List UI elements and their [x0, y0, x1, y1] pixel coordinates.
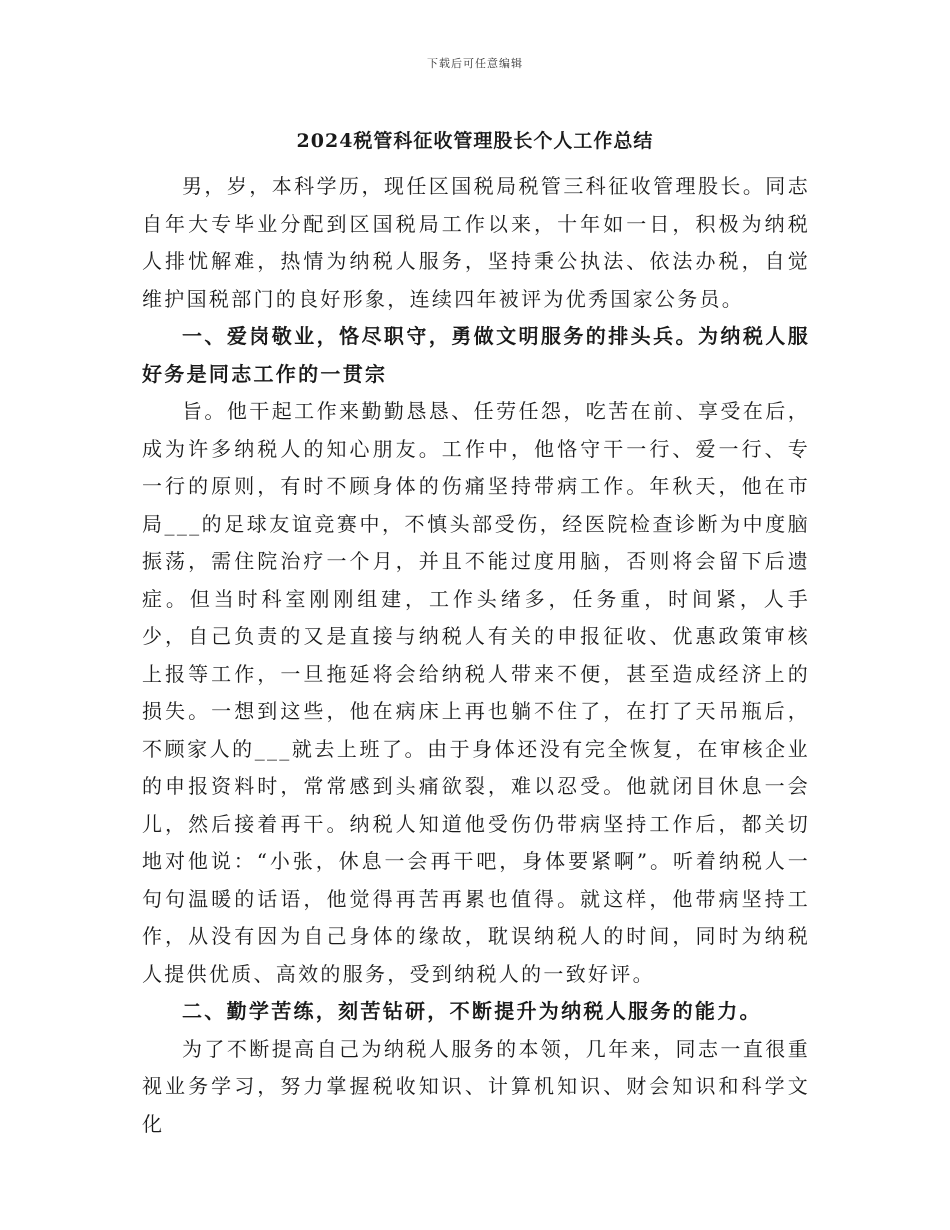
header-note: 下载后可任意编辑 — [427, 57, 523, 70]
section-heading-2: 二、勤学苦练，刻苦钻研，不断提升为纳税人服务的能力。 — [182, 999, 762, 1023]
document-title: 2024税管科征收管理股长个人工作总结 — [296, 130, 654, 152]
section-2-paragraph: 为了不断提高自己为纳税人服务的本领，几年来，同志一直很重视业务学习，努力掌握税收知识、计算机知识、财会知识和科学文化 — [142, 1036, 810, 1136]
intro-paragraph: 男，岁，本科学历，现任区国税局税管三科征收管理股长。同志自年大专毕业分配到区国税局工作以来，十年如一日，积极为纳税人排忧解难，热情为纳税人服务，坚持秉公执法、依法办税，自觉维护国税部门的良好形象，连续四年被评为优秀国家公务员。 — [142, 174, 810, 311]
document-body — [142, 168, 810, 1143]
section-1-paragraph: 旨。他干起工作来勤勤恳恳、任劳任怨，吃苦在前、享受在后，成为许多纳税人的知心朋友。工作中，他恪守干一行、爱一行、专一行的原则，有时不顾身体的伤痛坚持带病工作。年秋天，他在市局___的足球友谊竞赛中，不慎头部受伤，经医院检查诊断为中度脑振荡，需住院治疗一个月，并且不能过度用脑，否则将会留下后遗症。但当时科室刚刚组建，工作头绪多，任务重，时间紧，人手少，自己负责的又是直接与纳税人有关的申报征收、优惠政策审核上报等工作，一旦拖延将会给纳税人带来不便，甚至造成经济上的损失。一想到这些，他在病床上再也躺不住了，在打了天吊瓶后，不顾家人的___就去上班了。由于身体还没有完全恢复，在审核企业的申报资料时，常常感到头痛欲裂，难以忍受。他就闭目休息一会儿，然后接着再干。纳税人知道他受伤仍带病坚持工作后，都关切地对他说：“小张，休息一会再干吧，身体要紧啊”。听着纳税人一句句温暖的话语，他觉得再苦再累也值得。就这样，他带病坚持工作，从没有因为自己身体的缘故，耽误纳税人的时间，同时为纳税人提供优质、高效的服务，受到纳税人的一致好评。 — [142, 399, 810, 986]
section-heading-1: 一、爱岗敬业，恪尽职守，勇做文明服务的排头兵。为纳税人服好务是同志工作的一贯宗 — [142, 324, 810, 386]
